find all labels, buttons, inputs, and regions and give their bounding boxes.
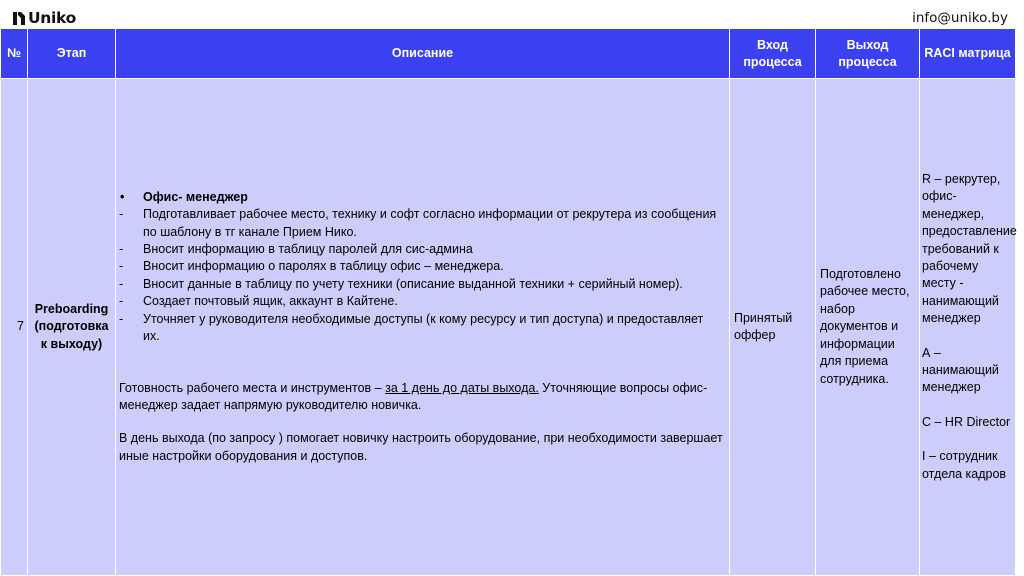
company-logo (13, 9, 76, 27)
logo-mark-icon (13, 12, 25, 25)
raci-consulted: С – HR Director (922, 414, 1011, 429)
logo-text: Uniko (28, 9, 76, 27)
column-header-raci: RACI матрица (920, 29, 1016, 79)
raci-accountable: А – нанимающий менеджер (922, 345, 999, 395)
column-header-description: Описание (116, 29, 730, 79)
output-cell: Подготовлено рабочее место, набор документов и информации для приема сотрудника. (816, 79, 920, 576)
list-item: - Создает почтовый ящик, аккаунт в Кайтене. (119, 294, 398, 309)
column-header-stage: Этап (28, 29, 116, 79)
stage-cell: Preboarding (подготовка к выходу) (28, 79, 116, 576)
table-header-row (1, 29, 1016, 79)
column-header-input: Вход процесса (730, 29, 816, 79)
input-cell: Принятый оффер (730, 79, 816, 576)
list-item: - Вносит информацию в таблицу паролей для сис-админа (119, 242, 473, 257)
list-item: - Вносит данные в таблицу по учету техники (описание выданной техники + серийный номер). (119, 276, 683, 291)
bullet-icon: • (120, 189, 125, 204)
raci-informed: I – сотрудник отдела кадров (922, 449, 1007, 481)
first-day-paragraph: В день выхода (по запросу ) помогает новичку настроить оборудование, при необходимости завершает иные настройки оборудования и доступов. (119, 431, 723, 463)
readiness-paragraph: Готовность рабочего места и инструментов – за 1 день до даты выхода. Уточняющие вопросы офис- менеджер задает напрямую руководителю новичка. (119, 380, 708, 412)
contact-email: info@uniko.by (912, 10, 1008, 26)
list-item: - Подготавливает рабочее место, технику и софт согласно информации от рекрутера из сообщения по шаблону в тг канале Прием Нико. (119, 207, 717, 239)
role-title: Офис- менеджер (143, 189, 248, 204)
raci-cell (920, 79, 1016, 576)
list-item: - Вносит информацию о паролях в таблицу офис – менеджера. (119, 259, 504, 274)
raci-table (0, 28, 1016, 576)
column-header-output: Выход процесса (816, 29, 920, 79)
table-row (1, 79, 1016, 576)
readiness-deadline: за 1 день до даты выхода. (385, 380, 539, 395)
row-number: 7 (1, 79, 28, 576)
description-cell (116, 79, 730, 576)
raci-responsible: R – рекрутер, офис-менеджер, предоставление требований к рабочему месту - нанимающий менеджер (922, 171, 1017, 326)
role-bullet (119, 189, 723, 206)
column-header-num: № (1, 29, 28, 79)
list-item: - Уточняет у руководителя необходимые доступы (к кому ресурсу и тип доступа) и предоставляет их. (119, 311, 704, 344)
